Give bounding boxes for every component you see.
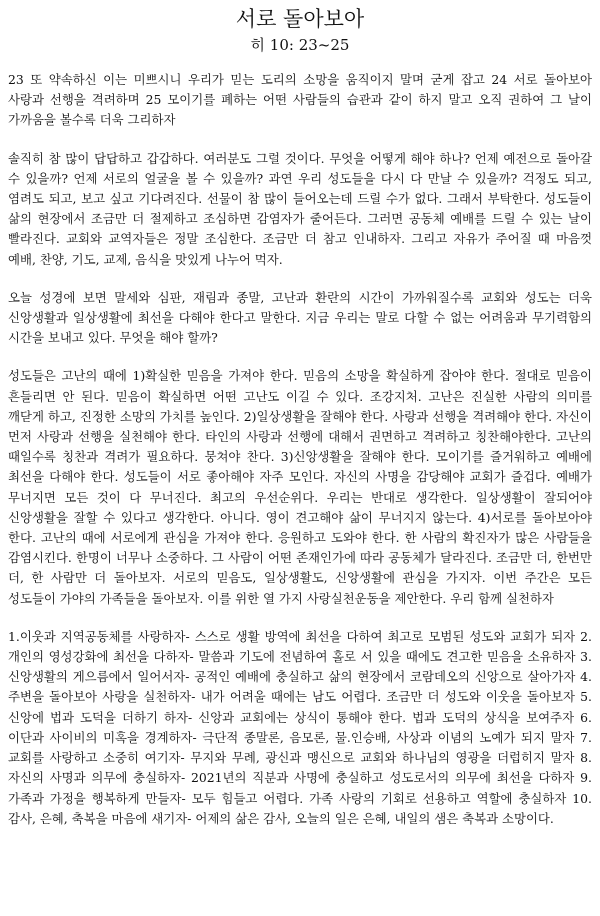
ten-actions-paragraph: 1.이웃과 지역공동체를 사랑하자- 스스로 생활 방역에 최선을 다하여 최고로 모범된 성도와 교회가 되자 2.개인의 영성강화에 최선을 다하자- 말씀과 기도에 전념하여 홀로 서 있을 때에도 견고한 믿음을 소유하자 3.신앙생활의 게으름에서 일어서자- 공적인 예배에 충실하고 삶의 현장에서 코람데오의 신앙으로 살아가자 4.주변을 돌아보아 사랑을 실천하자- 내가 어려울 때에는 남도 어렵다. 조금만 더 성도와 이웃을 돌아보자 5.신앙에 법과 도덕을 더하기 하자- 신앙과 교회에는 상식이 통해야 한다. 법과 도덕의 상식을 보여주자 6.이단과 사이비의 미혹을 경계하자- 극단적 종말론, 음모론, 물.인승배, 사상과 이념의 노예가 되지 말자 7.교회를 사랑하고 소중히 여기자- 무지와 무례, 광신과 맹신으로 교회와 하나님의 영광을 더럽히지 말자 8.자신의 사명과 의무에 충실하자- 2021년의 직분과 사명에 충실하고 성도로서의 의무에 최선을 다하자 9.가족과 가정을 행복하게 만들자- 모두 힘들고 어렵다. 가족 사랑의 기회로 선용하고 역할에 충실하자 10.감사, 은혜, 축복을 마음에 새기자- 어제의 삶은 감사, 오늘의 일은 은혜, 내일의 샘은 축복과 소망이다. — [8, 628, 592, 826]
scripture-text-paragraph: 23 또 약속하신 이는 미쁘시니 우리가 믿는 도리의 소망을 움직이지 말며 굳게 잡고 24 서로 돌아보아 사랑과 선행을 격려하며 25 모이기를 폐하는 어떤 사람들의 습관과 같이 하지 말고 오직 권하여 그 날이 가까움을 볼수록 더욱 그리하자 — [8, 72, 592, 128]
exhortation-paragraph: 성도들은 고난의 때에 1)확실한 믿음을 가져야 한다. 믿음의 소망을 확실하게 잡아야 한다. 절대로 믿음이 흔들리면 안 된다. 믿음이 확실하면 어떤 고난도 이길 수 있다. 조강지처. 고난은 진실한 사람의 의미를 깨닫게 하고, 진정한 소망의 가치를 높인다. 2)일상생활을 잘해야 한다. 사랑과 선행을 격려해야 한다. 자신이 먼저 사랑과 선행을 실천해야 한다. 타인의 사랑과 선행에 대해서 권면하고 격려하고 칭찬해야한다. 고난의 때일수록 칭찬과 격려가 필요하다. 뭉쳐야 찬다. 3)신앙생활을 잘해야 한다. 모이기를 즐거워하고 예배에 최선을 다해야 한다. 성도들이 서로 좋아해야 자주 모인다. 자신의 사명을 감당해야 교회가 즐겁다. 예배가 무너지면 모든 것이 다 무너진다. 최고의 우선순위다. 우리는 반대로 생각한다. 일상생활이 잘되어야 신앙생활을 잘할 수 있다고 생각한다. 아니다. 영이 견고해야 삶이 무너지지 않는다. 4)서로를 돌아보아야 한다. 고난의 때에 서로에게 관심을 가져야 한다. 응원하고 도와야 한다. 한 사람의 확진자가 많은 사람들을 감염시킨다. 한명이 너무나 소중하다. 그 사람이 어떤 존재인가에 따라 공동체가 달라진다. 조금만 더, 한번만 더, 한 사람만 더 돌아보자. 서로의 믿음도, 일상생활도, 신앙생활에 관심을 가지자. 이번 주간은 모든 성도들이 가야의 가족들을 돌아보자. 이를 위한 열 가지 사랑실천운동을 제안한다. 우리 함께 실천하자 — [8, 368, 592, 606]
context-paragraph: 오늘 성경에 보면 말세와 심판, 재림과 종말, 고난과 환란의 시간이 가까워질수록 교회와 성도는 더욱 신앙생활과 일상생활에 최선을 다해야 한다고 말한다. 지금 우리는 말로 다할 수 없는 어려움과 무기력함의 시간을 보내고 있다. 무엇을 해야 할까? — [8, 289, 592, 346]
scripture-reference: 히 10: 23~25 — [250, 36, 350, 54]
document-title: 서로 돌아보아 — [235, 7, 365, 31]
intro-paragraph: 솔직히 참 많이 답답하고 갑갑하다. 여러분도 그럴 것이다. 무엇을 어떻게 해야 하나? 언제 예전으로 돌아갈 수 있을까? 언제 서로의 얼굴을 볼 수 있을까? 과연 우리 성도들을 다시 다 만날 수 있을까? 걱정도 되고, 염려도 되고, 보고 싶고 기다려진다. 선물이 참 많이 들어오는데 드릴 수가 없다. 그래서 부탁한다. 성도들이 삶의 현장에서 조금만 더 절제하고 조심하면 감염자가 줄어든다. 그러면 공동체 예배를 드릴 수 있는 날이 빨라진다. 교회와 교역자들은 정말 조심한다. 조금만 더 참고 인내하자. 그리고 자유가 주어질 때 마음껏 예배, 찬양, 기도, 교제, 음식을 맛있게 나누어 먹자. — [8, 150, 592, 267]
